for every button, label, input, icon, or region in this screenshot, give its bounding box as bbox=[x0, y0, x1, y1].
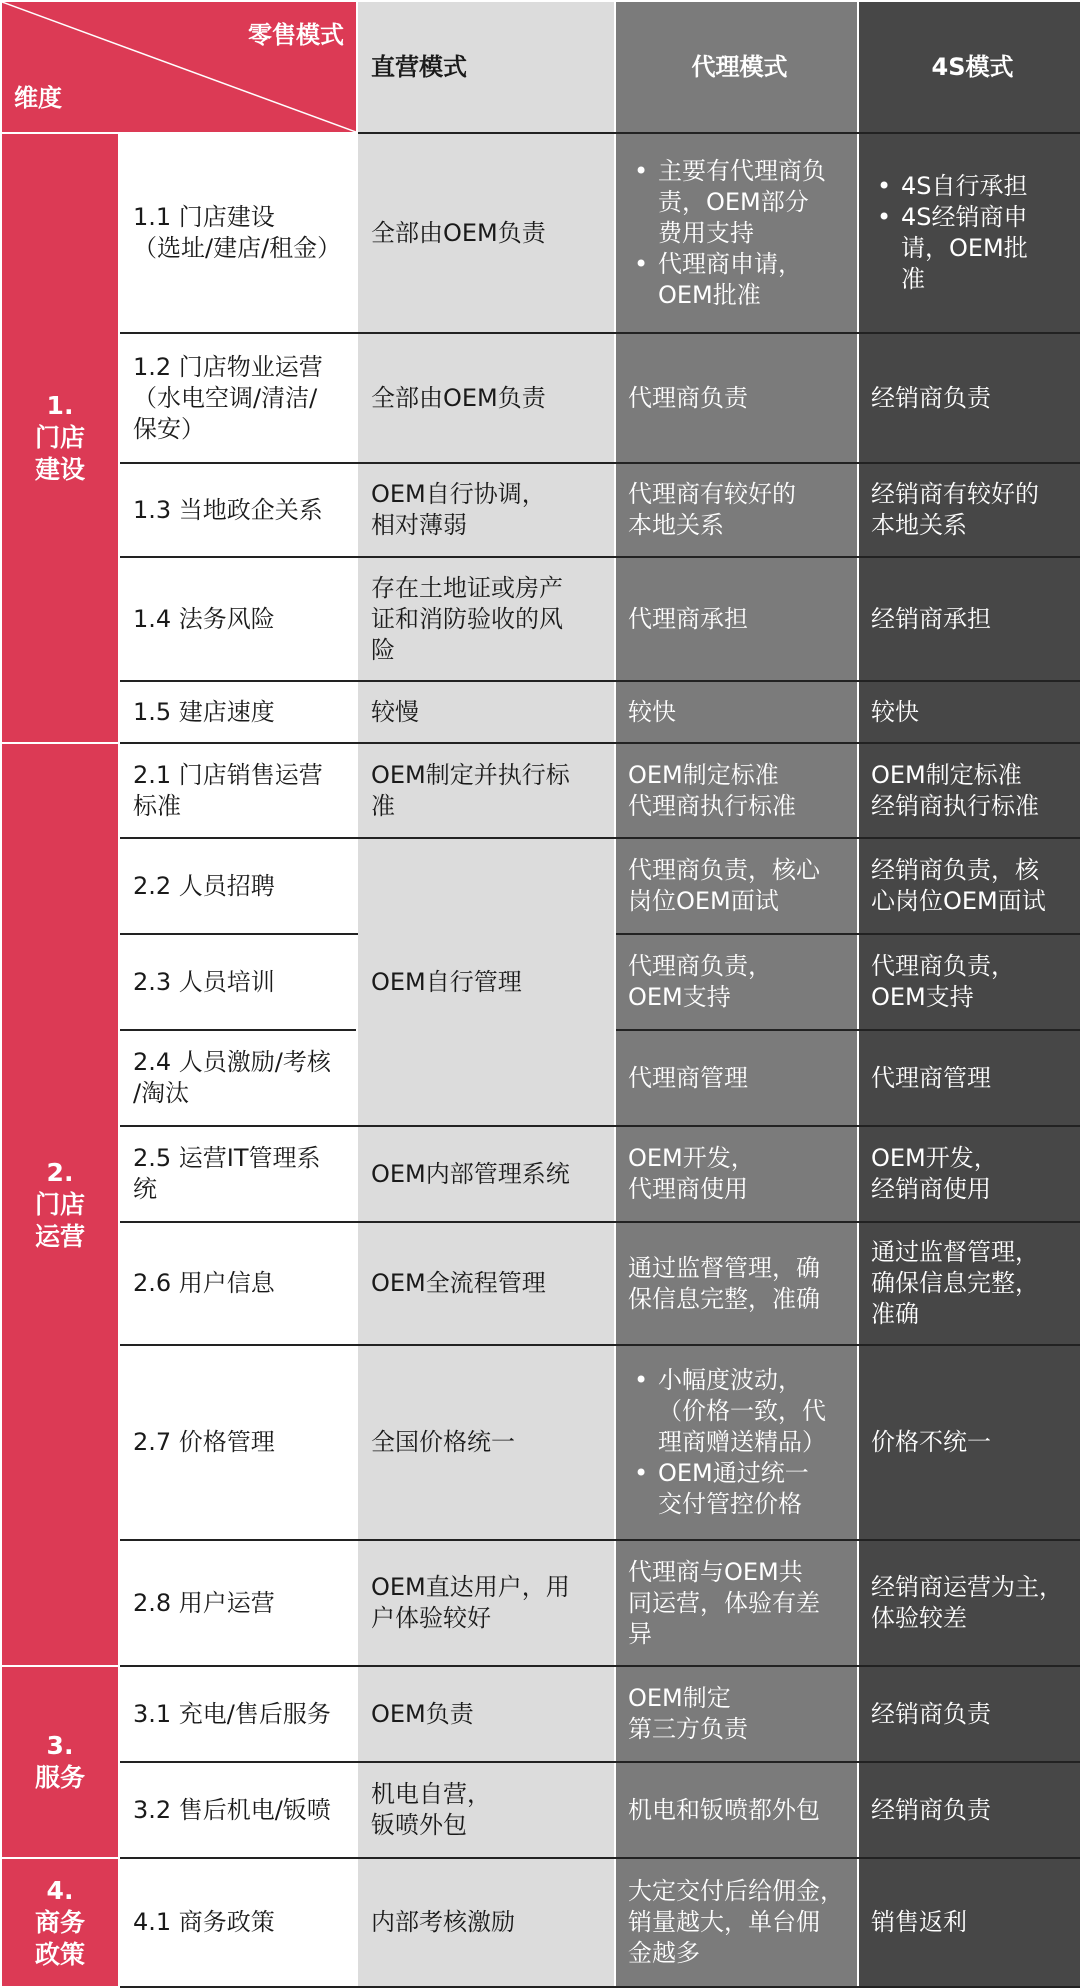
agency-mode-cell: 代理商承担 bbox=[615, 557, 858, 681]
direct-mode-cell: OEM全流程管理 bbox=[357, 1222, 615, 1345]
agency-mode-cell: 代理商负责， OEM支持 bbox=[615, 934, 858, 1030]
dimension-cell: 2.7 价格管理 bbox=[119, 1345, 357, 1540]
4s-mode-cell: 通过监督管理， 确保信息完整， 准确 bbox=[858, 1222, 1080, 1345]
dimension-cell: 2.3 人员培训 bbox=[119, 934, 357, 1030]
agency-mode-cell: 机电和钣喷都外包 bbox=[615, 1762, 858, 1858]
bullet-list bbox=[628, 1365, 851, 1520]
table-row bbox=[1, 681, 1080, 743]
agency-mode-cell: 代理商负责 bbox=[615, 333, 858, 463]
agency-mode-cell: 较快 bbox=[615, 681, 858, 743]
4s-mode-cell: OEM制定标准 经销商执行标准 bbox=[858, 743, 1080, 838]
table-row bbox=[1, 133, 1080, 333]
table-row bbox=[1, 838, 1080, 934]
4s-mode-cell: 经销商运营为主， 体验较差 bbox=[858, 1540, 1080, 1666]
4s-mode-cell: 经销商有较好的 本地关系 bbox=[858, 463, 1080, 557]
list-item: • 4S经销商申 请，OEM批 准 bbox=[871, 202, 1074, 295]
agency-mode-cell: 代理商有较好的 本地关系 bbox=[615, 463, 858, 557]
dimension-cell: 2.6 用户信息 bbox=[119, 1222, 357, 1345]
direct-mode-cell: 存在土地证或房产 证和消防验收的风 险 bbox=[357, 557, 615, 681]
group-label-store-operation: 2. 门店 运营 bbox=[1, 743, 119, 1666]
table-row bbox=[1, 1540, 1080, 1666]
agency-mode-cell bbox=[615, 1345, 858, 1540]
direct-mode-cell: OEM自行协调， 相对薄弱 bbox=[357, 463, 615, 557]
dimension-cell: 3.2 售后机电/钣喷 bbox=[119, 1762, 357, 1858]
agency-mode-cell: OEM制定 第三方负责 bbox=[615, 1666, 858, 1762]
table-row bbox=[1, 333, 1080, 463]
4s-mode-cell: 经销商负责 bbox=[858, 1666, 1080, 1762]
retail-mode-label: 零售模式 bbox=[248, 21, 344, 49]
table-row bbox=[1, 1762, 1080, 1858]
direct-mode-cell: 较慢 bbox=[357, 681, 615, 743]
4s-mode-cell: 价格不统一 bbox=[858, 1345, 1080, 1540]
direct-mode-cell: OEM负责 bbox=[357, 1666, 615, 1762]
dimension-cell: 2.2 人员招聘 bbox=[119, 838, 357, 934]
header-row bbox=[1, 1, 1080, 133]
agency-mode-cell: 大定交付后给佣金， 销量越大，单台佣 金越多 bbox=[615, 1858, 858, 1987]
dimension-cell: 1.3 当地政企关系 bbox=[119, 463, 357, 557]
agency-mode-cell: 代理商管理 bbox=[615, 1030, 858, 1126]
column-header-4s: 4S模式 bbox=[858, 1, 1080, 133]
agency-mode-cell: OEM开发， 代理商使用 bbox=[615, 1126, 858, 1222]
direct-mode-cell: 内部考核激励 bbox=[357, 1858, 615, 1987]
direct-mode-cell: OEM内部管理系统 bbox=[357, 1126, 615, 1222]
bullet-list bbox=[628, 156, 851, 311]
list-item: • 4S自行承担 bbox=[871, 171, 1074, 202]
table-row bbox=[1, 463, 1080, 557]
table-row bbox=[1, 1222, 1080, 1345]
list-item: • OEM通过统一 交付管控价格 bbox=[628, 1458, 851, 1520]
4s-mode-cell: 经销商负责，核 心岗位OEM面试 bbox=[858, 838, 1080, 934]
dimension-cell: 1.4 法务风险 bbox=[119, 557, 357, 681]
direct-mode-cell: 全部由OEM负责 bbox=[357, 333, 615, 463]
table-row bbox=[1, 743, 1080, 838]
list-item: • 主要有代理商负 责，OEM部分 费用支持 bbox=[628, 156, 851, 249]
direct-mode-cell: OEM自行管理 bbox=[357, 838, 615, 1126]
table-row bbox=[1, 1345, 1080, 1540]
column-header-direct: 直营模式 bbox=[357, 1, 615, 133]
corner-header-cell bbox=[1, 1, 357, 133]
4s-mode-cell bbox=[858, 133, 1080, 333]
4s-mode-cell: 代理商管理 bbox=[858, 1030, 1080, 1126]
4s-mode-cell: 较快 bbox=[858, 681, 1080, 743]
dimension-cell: 2.4 人员激励/考核 /淘汰 bbox=[119, 1030, 357, 1126]
direct-mode-cell: OEM直达用户，用 户体验较好 bbox=[357, 1540, 615, 1666]
dimension-label: 维度 bbox=[14, 84, 62, 112]
dimension-cell: 2.8 用户运营 bbox=[119, 1540, 357, 1666]
dimension-cell: 2.1 门店销售运营 标准 bbox=[119, 743, 357, 838]
group-label-service: 3. 服务 bbox=[1, 1666, 119, 1858]
direct-mode-cell: OEM制定并执行标 准 bbox=[357, 743, 615, 838]
bullet-list bbox=[871, 171, 1074, 295]
table-row bbox=[1, 1666, 1080, 1762]
dimension-cell: 1.5 建店速度 bbox=[119, 681, 357, 743]
direct-mode-cell: 机电自营， 钣喷外包 bbox=[357, 1762, 615, 1858]
4s-mode-cell: 经销商承担 bbox=[858, 557, 1080, 681]
list-item: • 代理商申请， OEM批准 bbox=[628, 249, 851, 311]
dimension-cell: 1.1 门店建设 （选址/建店/租金） bbox=[119, 133, 357, 333]
dimension-cell: 1.2 门店物业运营 （水电空调/清洁/ 保安） bbox=[119, 333, 357, 463]
dimension-cell: 2.5 运营IT管理系 统 bbox=[119, 1126, 357, 1222]
group-label-store-construction: 1. 门店 建设 bbox=[1, 133, 119, 743]
table-row bbox=[1, 1126, 1080, 1222]
direct-mode-cell: 全部由OEM负责 bbox=[357, 133, 615, 333]
table-row bbox=[1, 1858, 1080, 1987]
agency-mode-cell bbox=[615, 133, 858, 333]
list-item: • 小幅度波动， （价格一致，代 理商赠送精品） bbox=[628, 1365, 851, 1458]
4s-mode-cell: OEM开发， 经销商使用 bbox=[858, 1126, 1080, 1222]
direct-mode-cell: 全国价格统一 bbox=[357, 1345, 615, 1540]
dimension-cell: 3.1 充电/售后服务 bbox=[119, 1666, 357, 1762]
dimension-cell: 4.1 商务政策 bbox=[119, 1858, 357, 1987]
4s-mode-cell: 代理商负责， OEM支持 bbox=[858, 934, 1080, 1030]
column-header-agency: 代理模式 bbox=[615, 1, 858, 133]
4s-mode-cell: 经销商负责 bbox=[858, 1762, 1080, 1858]
table-row bbox=[1, 557, 1080, 681]
group-label-business-policy: 4. 商务 政策 bbox=[1, 1858, 119, 1987]
agency-mode-cell: 代理商与OEM共 同运营，体验有差 异 bbox=[615, 1540, 858, 1666]
agency-mode-cell: 代理商负责，核心 岗位OEM面试 bbox=[615, 838, 858, 934]
agency-mode-cell: OEM制定标准 代理商执行标准 bbox=[615, 743, 858, 838]
4s-mode-cell: 销售返利 bbox=[858, 1858, 1080, 1987]
agency-mode-cell: 通过监督管理，确 保信息完整，准确 bbox=[615, 1222, 858, 1345]
4s-mode-cell: 经销商负责 bbox=[858, 333, 1080, 463]
